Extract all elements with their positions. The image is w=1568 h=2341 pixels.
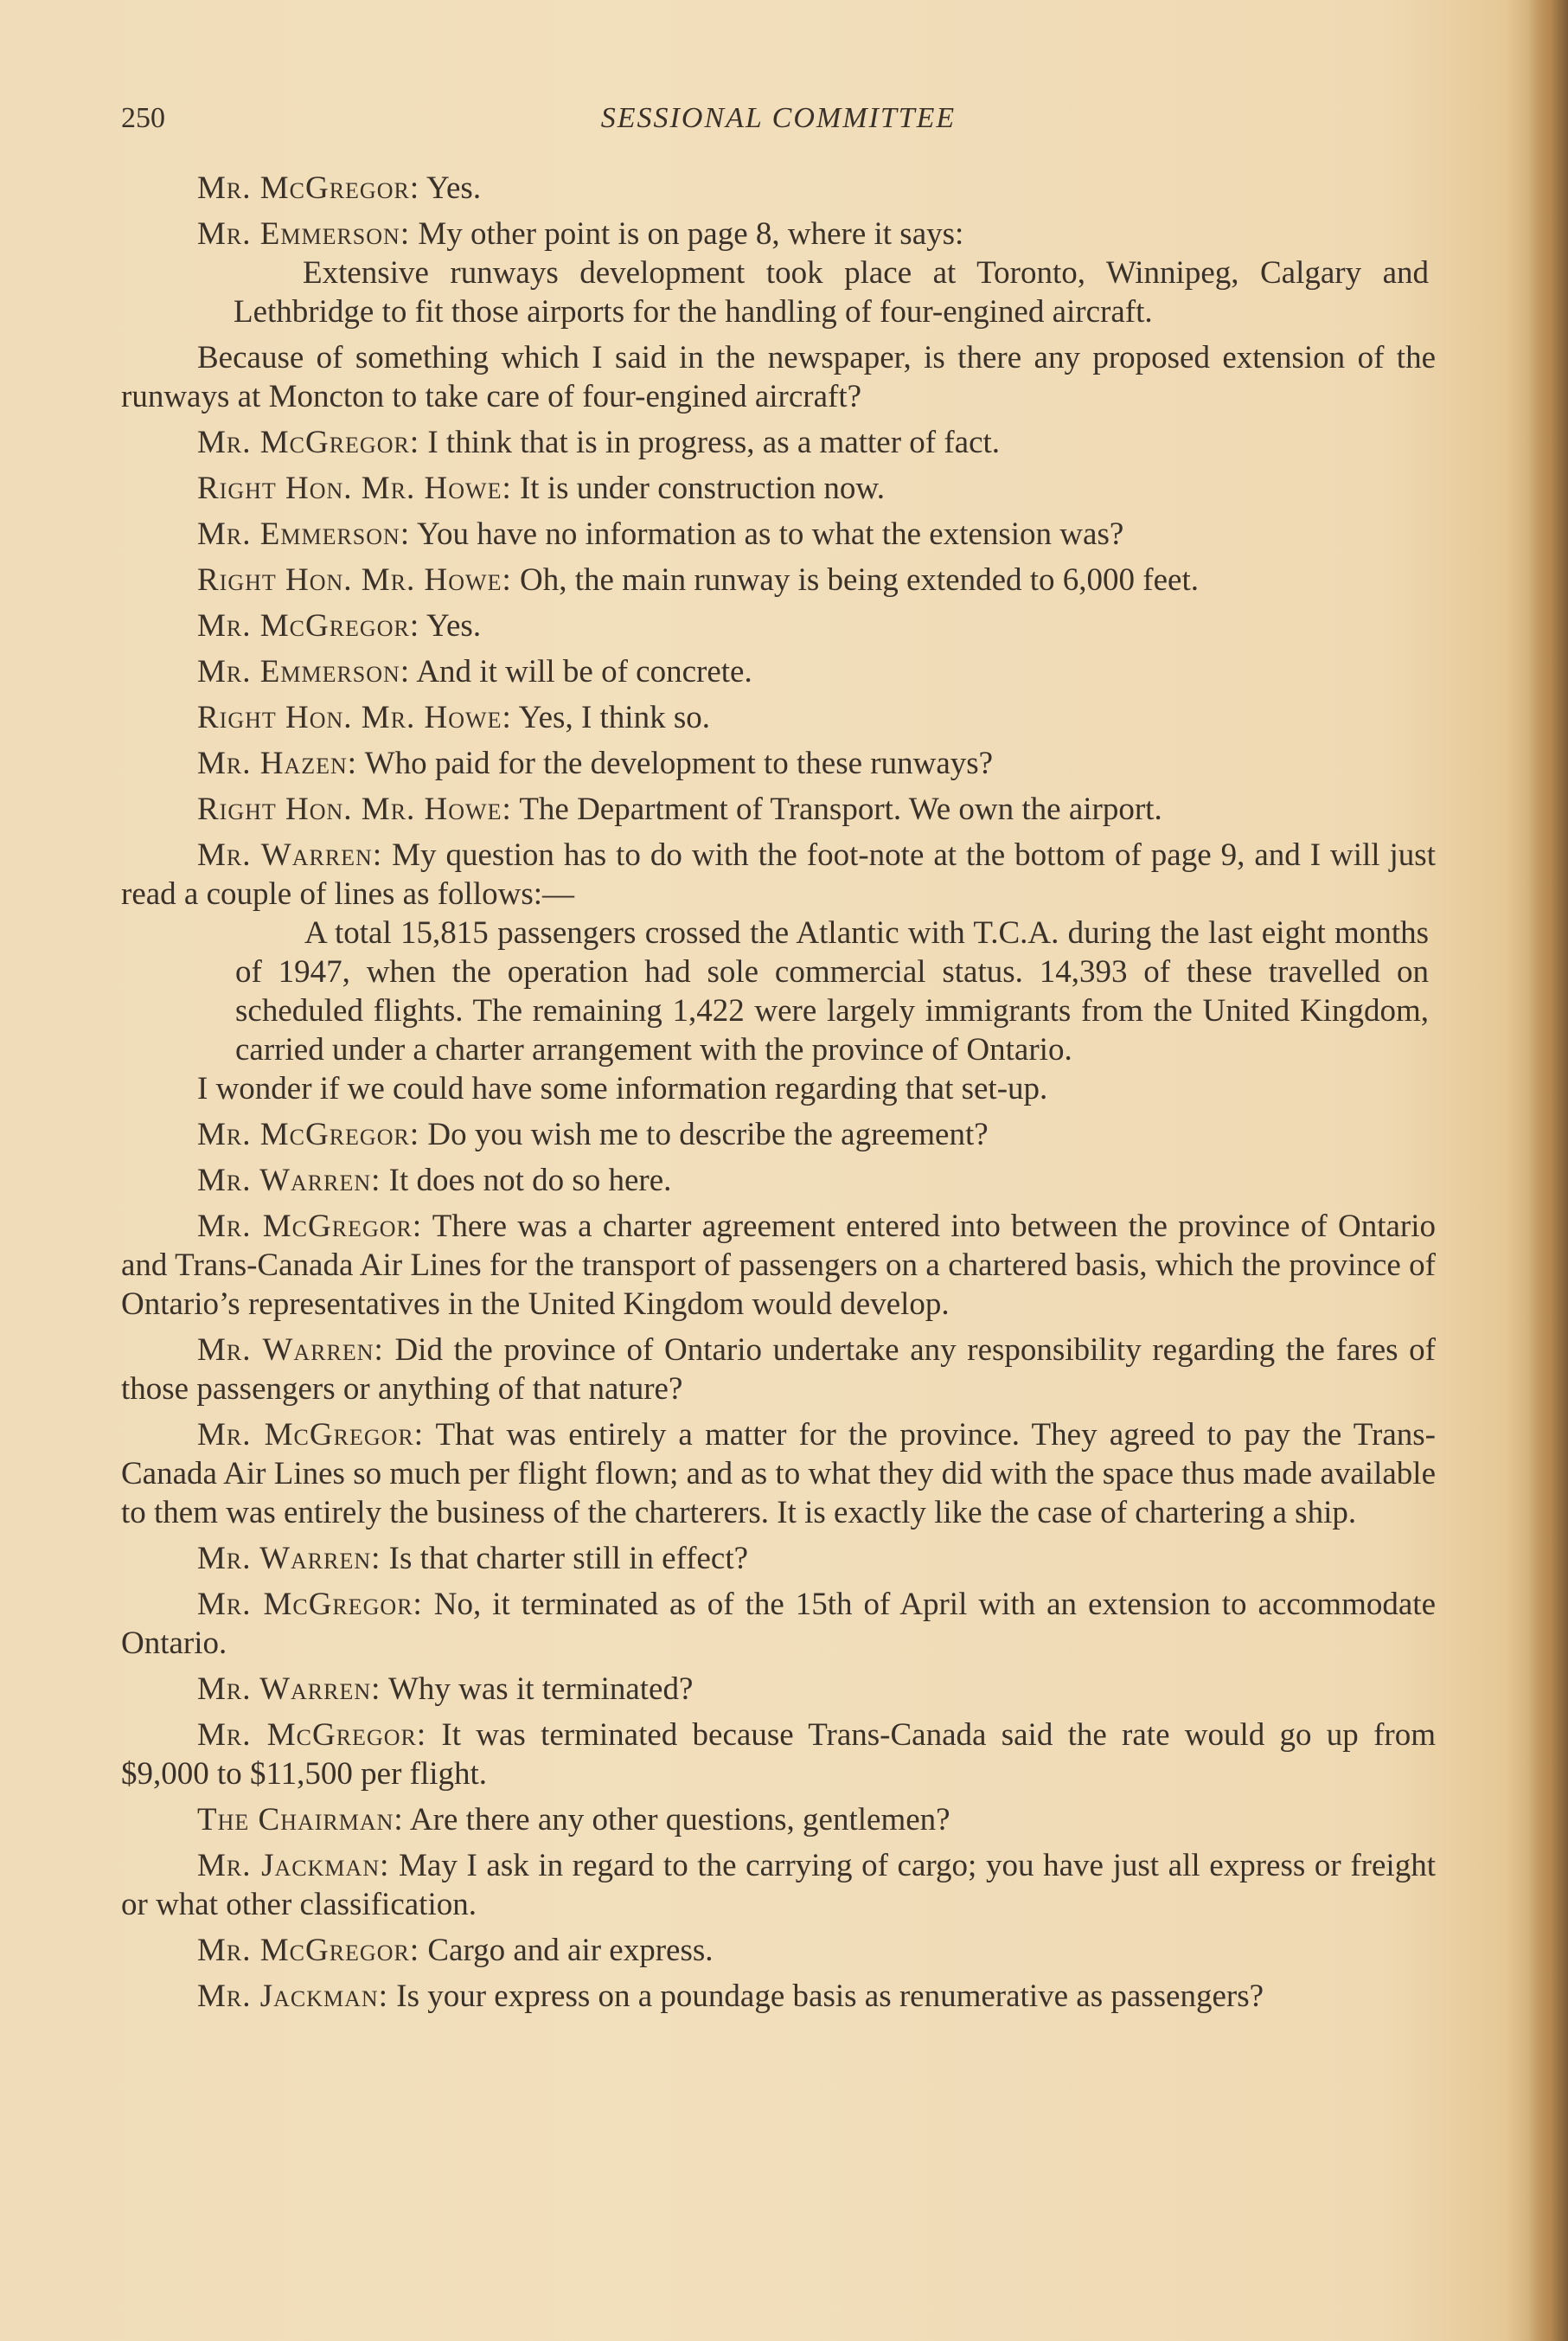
paragraph: [121, 606, 1436, 645]
speaker: Mr. Warren:: [197, 1541, 381, 1576]
speech: No, it terminated as of the 15th of April with an extension to accommodate Ontario.: [121, 1587, 1436, 1661]
speech: My question has to do with the foot-note at the bottom of page 9, and I will just read a couple of lines as follows:—: [121, 837, 1436, 912]
paragraph: [121, 836, 1436, 914]
paragraph: [121, 1585, 1436, 1663]
speech: Is your express on a poundage basis as renumerative as passengers?: [388, 1979, 1264, 2014]
paragraph: [121, 1415, 1436, 1532]
speaker: Right Hon. Mr. Howe:: [197, 792, 512, 827]
paragraph: [121, 469, 1436, 508]
paragraph: Because of something which I said in the newspaper, is there any proposed extension of the runways at Moncton to take care of four-engined aircraft?: [121, 340, 1436, 414]
speaker: Mr. McGregor:: [197, 1117, 420, 1152]
paragraph: [121, 1800, 1436, 1839]
speaker: Mr. McGregor:: [197, 425, 420, 460]
speaker: Right Hon. Mr. Howe:: [197, 471, 512, 506]
paragraph: [121, 1331, 1436, 1408]
speaker: Mr. Emmerson:: [197, 216, 411, 252]
speech: It is under construction now.: [511, 471, 885, 506]
paragraph: [121, 1670, 1436, 1709]
speaker: Mr. Warren:: [197, 1332, 384, 1368]
speaker: Mr. McGregor:: [197, 1417, 425, 1453]
speaker: Mr. Hazen:: [197, 746, 358, 781]
speaker: Mr. Emmerson:: [197, 654, 411, 689]
speaker: Mr. Warren:: [197, 1671, 381, 1707]
speech: Oh, the main runway is being extended to 6,000 feet.: [511, 562, 1200, 598]
speech: Yes.: [419, 608, 482, 644]
speaker: Mr. McGregor:: [197, 1587, 423, 1622]
paragraph: [121, 515, 1436, 554]
page-header: [121, 102, 1436, 154]
speaker: Mr. McGregor:: [197, 170, 420, 206]
speech: You have no information as to what the extension was?: [410, 516, 1124, 552]
speaker: Mr. McGregor:: [197, 608, 420, 644]
paragraph: I wonder if we could have some information regarding that set-up.: [197, 1071, 1048, 1106]
paragraph: [121, 215, 1436, 253]
paragraph: [121, 652, 1436, 691]
paragraph: [121, 1931, 1436, 1970]
speech: My other point is on page 8, where it says:: [410, 216, 964, 252]
speaker: Mr. Warren:: [197, 1163, 381, 1198]
block-quote: A total 15,815 passengers crossed the Atlantic with T.C.A. during the last eight months of 1947, when the operation had sole commercial status. 14,393 of these travelled on scheduled flights. The remaining 1,422 were largely immigrants from the United Kingdom, carried under a charter arrangement with the province of Ontario.: [235, 915, 1429, 1068]
speech: And it will be of concrete.: [410, 654, 752, 689]
speech: Yes, I think so.: [511, 700, 710, 735]
paragraph: [121, 561, 1436, 600]
paragraph: [121, 1115, 1436, 1154]
page-edge-shadow: [1528, 0, 1568, 2341]
paragraph: [121, 169, 1436, 208]
paragraph: [121, 698, 1436, 737]
speech: Yes.: [419, 170, 482, 206]
paragraph: [121, 423, 1436, 462]
speech: Do you wish me to describe the agreement?: [419, 1117, 989, 1152]
paragraph: [121, 1207, 1436, 1324]
paragraph: [121, 1161, 1436, 1200]
speech: There was a charter agreement entered into between the province of Ontario and Trans-Canada Air Lines for the transport of passengers on a chartered basis, which the province of Ontario’s representatives in the United Kingdom would develop.: [121, 1209, 1436, 1322]
speaker: Mr. Jackman:: [197, 1848, 390, 1883]
speaker: Right Hon. Mr. Howe:: [197, 562, 512, 598]
running-title: SESSIONAL COMMITTEE: [600, 102, 957, 134]
paragraph: [121, 1716, 1436, 1793]
speech: Who paid for the development to these runways?: [357, 746, 994, 781]
paragraph: [121, 790, 1436, 829]
speaker: Mr. Emmerson:: [197, 516, 411, 552]
speech: Cargo and air express.: [419, 1933, 714, 1968]
speech: Why was it terminated?: [381, 1671, 694, 1707]
speech: I think that is in progress, as a matter of fact.: [419, 425, 1001, 460]
speech: It does not do so here.: [381, 1163, 672, 1198]
speech: May I ask in regard to the carrying of cargo; you have just all express or freight or what other classification.: [121, 1848, 1436, 1922]
speech: That was entirely a matter for the province. They agreed to pay the Trans-Canada Air Lines so much per flight flown; and as to what they did with the space thus made available to them was entirely the business of the charterers. It is exactly like the case of chartering a ship.: [121, 1417, 1437, 1530]
speech: Is that charter still in effect?: [381, 1541, 749, 1576]
paragraph: [121, 1977, 1436, 2016]
speaker: Mr. McGregor:: [197, 1209, 423, 1244]
speech: It was terminated because Trans-Canada said the rate would go up from $9,000 to $11,500 per flight.: [121, 1717, 1436, 1792]
speaker: Right Hon. Mr. Howe:: [197, 700, 512, 735]
speaker: The Chairman:: [197, 1802, 404, 1838]
speaker: Mr. Jackman:: [197, 1979, 388, 2014]
paragraph: [121, 744, 1436, 783]
block-quote: Extensive runways development took place at Toronto, Winnipeg, Calgary and Lethbridge to fit those airports for the handling of four-engined aircraft.: [234, 255, 1429, 330]
speech: Are there any other questions, gentlemen?: [403, 1802, 950, 1838]
speaker: Mr. McGregor:: [197, 1933, 420, 1968]
transcript-body: [121, 169, 1436, 2023]
speaker: Mr. Warren:: [197, 837, 383, 873]
paragraph: [121, 1539, 1436, 1578]
speech: Did the province of Ontario undertake any responsibility regarding the fares of those passengers or anything of that nature?: [121, 1332, 1436, 1407]
page-number: 250: [121, 102, 165, 134]
speaker: Mr. McGregor:: [197, 1717, 427, 1753]
paragraph: [121, 1846, 1436, 1924]
speech: The Department of Transport. We own the airport.: [511, 792, 1162, 827]
